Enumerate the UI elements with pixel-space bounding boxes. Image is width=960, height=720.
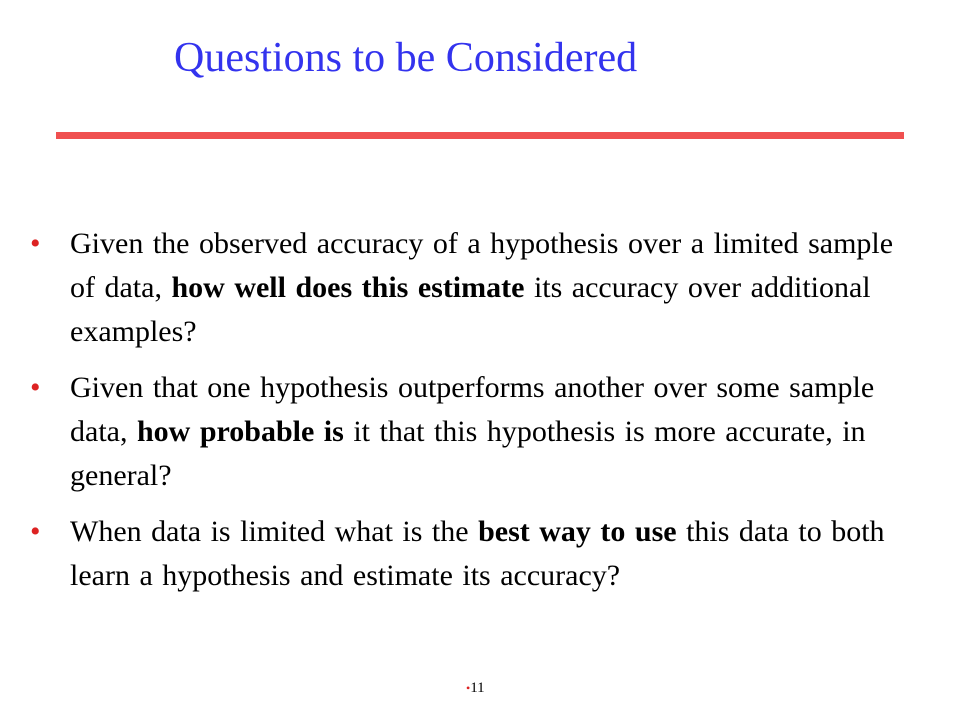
bullet-text-bold: how probable is — [136, 415, 344, 448]
bullet-text-bold: how well does this estimate — [171, 271, 525, 304]
page-number-value: 11 — [470, 680, 485, 696]
bullet-item — [30, 366, 910, 498]
bullet-text-plain: Given the observed accuracy of a hypothesis over a limited sample of data, — [70, 227, 894, 304]
bullet-marker: • — [30, 227, 41, 260]
bullet-marker: • — [30, 515, 41, 548]
bullet-list — [30, 222, 910, 610]
bullet-text-bold: best way to use — [478, 515, 677, 548]
page-number-bullet: • — [466, 681, 471, 695]
title-underline — [56, 132, 904, 139]
bullet-item — [30, 510, 910, 598]
bullet-text-plain: Given that one hypothesis outperforms another over some sample data, — [70, 371, 875, 448]
bullet-text-plain: its accuracy over additional examples? — [70, 271, 871, 348]
page-number — [466, 678, 485, 698]
slide-title: Questions to be Considered — [174, 35, 638, 81]
bullet-text-plain: this data to both learn a hypothesis and estimate its accuracy? — [70, 515, 885, 592]
bullet-item — [30, 222, 910, 354]
bullet-marker: • — [30, 371, 41, 404]
bullet-text-plain: When data is limited what is the — [70, 515, 479, 548]
bullet-text-plain: it that this hypothesis is more accurate, in general? — [70, 415, 866, 492]
